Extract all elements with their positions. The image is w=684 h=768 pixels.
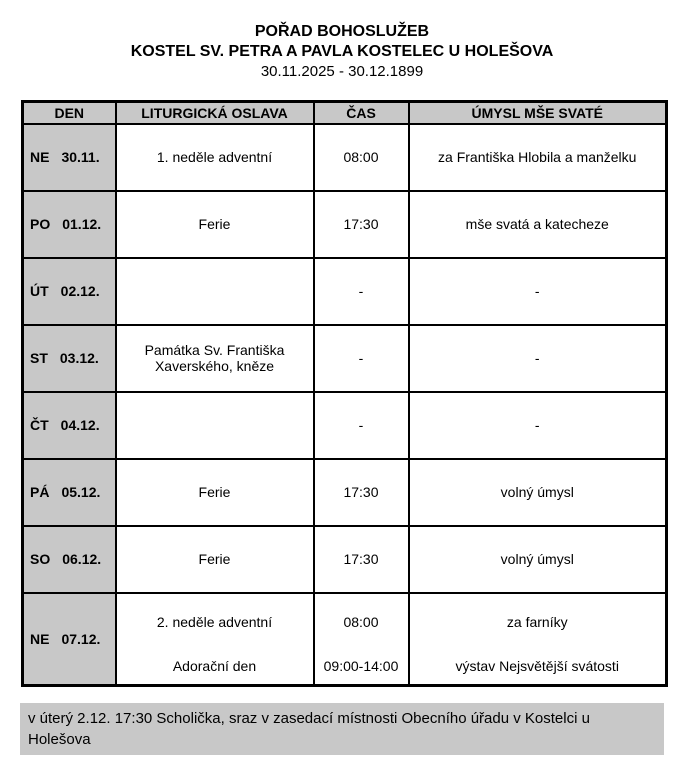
day-abbrev: ST <box>30 350 48 366</box>
day-abbrev: PÁ <box>30 484 50 500</box>
intention-line-1: za farníky <box>506 613 568 630</box>
day-abbrev: ČT <box>30 417 49 433</box>
time-cell: 08:00 <box>314 124 409 191</box>
day-date: 05.12. <box>61 484 101 500</box>
time-cell: 17:30 <box>314 459 409 526</box>
intention-cell: za Františka Hlobila a manželku <box>409 124 667 191</box>
time-cell <box>314 593 409 686</box>
celebration-cell <box>116 392 314 459</box>
intention-cell: - <box>409 325 667 392</box>
day-date: 03.12. <box>59 350 99 366</box>
day-cell <box>23 392 116 459</box>
intention-cell: mše svatá a katecheze <box>409 191 667 258</box>
time-cell: - <box>314 392 409 459</box>
day-abbrev: NE <box>30 630 50 647</box>
time-cell: - <box>314 258 409 325</box>
day-date: 30.11. <box>61 149 100 165</box>
page-subtitle: KOSTEL SV. PETRA A PAVLA KOSTELEC U HOLEŠOVA <box>130 43 554 60</box>
header-row <box>23 102 667 124</box>
celebration-line-2: Adorační den <box>172 657 257 674</box>
time-cell: 17:30 <box>314 526 409 593</box>
day-cell <box>23 593 116 686</box>
day-abbrev: PO <box>30 216 51 232</box>
table-row <box>23 191 667 258</box>
celebration-cell: 1. neděle adventní <box>116 124 314 191</box>
intention-line-2: výstav Nejsvětější svátosti <box>455 657 619 674</box>
time-line-2: 09:00-14:00 <box>323 657 399 674</box>
celebration-cell <box>116 258 314 325</box>
celebration-line-1: 2. neděle adventní <box>156 613 273 630</box>
day-cell <box>23 325 116 392</box>
intention-cell: volný úmysl <box>409 526 667 593</box>
time-cell: 17:30 <box>314 191 409 258</box>
celebration-cell: Ferie <box>116 526 314 593</box>
celebration-cell: Památka Sv. Františka Xaverského, kněze <box>116 325 314 392</box>
day-date: 02.12. <box>60 283 100 299</box>
celebration-cell: Ferie <box>116 191 314 258</box>
day-date: 04.12. <box>60 417 100 433</box>
day-date: 07.12. <box>61 630 101 647</box>
column-header-umysl: ÚMYSL MŠE SVATÉ <box>409 102 667 124</box>
column-header-den: DEN <box>23 102 116 124</box>
intention-cell: - <box>409 392 667 459</box>
intention-cell <box>409 593 667 686</box>
intention-cell: - <box>409 258 667 325</box>
date-range: 30.11.2025 - 30.12.1899 <box>260 63 424 80</box>
day-abbrev: NE <box>30 149 50 165</box>
celebration-cell: Ferie <box>116 459 314 526</box>
day-abbrev: SO <box>30 551 51 567</box>
day-cell <box>23 258 116 325</box>
column-header-cas: ČAS <box>314 102 409 124</box>
time-cell: - <box>314 325 409 392</box>
intention-cell: volný úmysl <box>409 459 667 526</box>
table-row <box>23 593 667 686</box>
table-row <box>23 325 667 392</box>
celebration-cell <box>116 593 314 686</box>
title-block <box>0 0 684 82</box>
table-row <box>23 459 667 526</box>
column-header-oslava: LITURGICKÁ OSLAVA <box>116 102 314 124</box>
day-cell <box>23 459 116 526</box>
footer-note: v úterý 2.12. 17:30 Scholička, sraz v zasedací místnosti Obecního úřadu v Kostelci u Holešova <box>20 703 664 755</box>
day-date: 06.12. <box>62 551 102 567</box>
day-cell <box>23 526 116 593</box>
table-row <box>23 124 667 191</box>
table-row <box>23 392 667 459</box>
day-abbrev: ÚT <box>30 283 49 299</box>
table-row <box>23 258 667 325</box>
day-cell <box>23 124 116 191</box>
table-row <box>23 526 667 593</box>
day-cell <box>23 191 116 258</box>
page-title: POŘAD BOHOSLUŽEB <box>254 23 430 40</box>
day-date: 01.12. <box>62 216 102 232</box>
schedule-table <box>21 100 668 687</box>
time-line-1: 08:00 <box>343 613 379 630</box>
